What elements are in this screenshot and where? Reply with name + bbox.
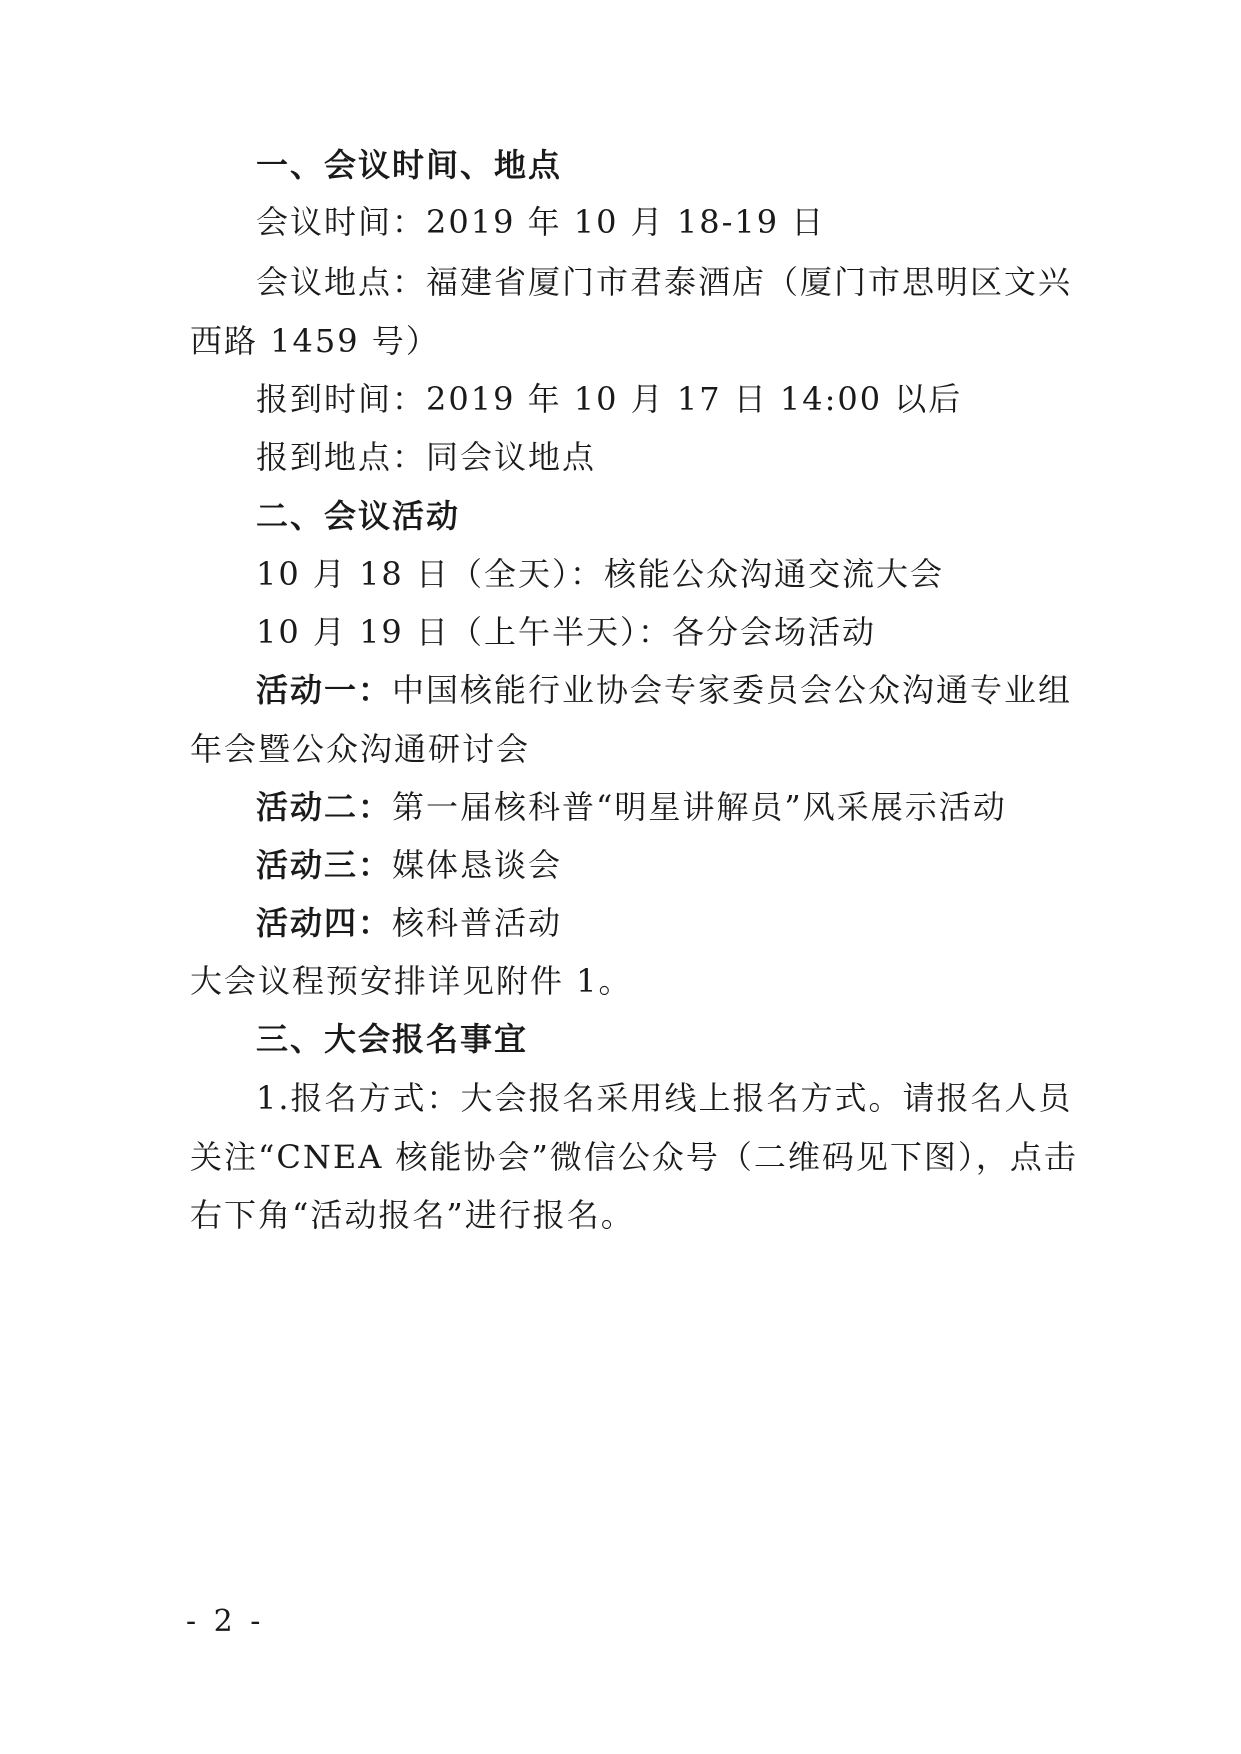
registration-text-line-2: 关注“CNEA 核能协会”微信公众号（二维码见下图），点击 xyxy=(190,1138,1078,1176)
activity-four-text: 核科普活动 xyxy=(392,904,563,942)
agenda-note-text: 大会议程预安排详见附件 1。 xyxy=(190,962,633,1000)
checkin-place-text: 报到地点：同会议地点 xyxy=(256,438,597,476)
page-number: - 2 - xyxy=(186,1604,265,1639)
activity-three-label: 活动三： xyxy=(256,846,393,884)
section-heading-time-place: 一、会议时间、地点 xyxy=(256,146,563,184)
meeting-place-text: 会议地点：福建省厦门市君泰酒店（厦门市思明区文兴 xyxy=(256,263,1073,301)
activity-three-line xyxy=(256,845,562,885)
checkin-time-text: 报到时间：2019 年 10 月 17 日 14:00 以后 xyxy=(256,380,963,418)
day1-schedule-text: 10 月 18 日（全天）：核能公众沟通交流大会 xyxy=(256,555,944,593)
section-heading-registration: 三、大会报名事宜 xyxy=(256,1020,529,1058)
activity-four-label: 活动四： xyxy=(256,904,393,942)
section-heading-activities: 二、会议活动 xyxy=(256,497,461,535)
day2-schedule-text: 10 月 19 日（上午半天）：各分会场活动 xyxy=(256,613,876,651)
meeting-time-text: 会议时间：2019 年 10 月 18-19 日 xyxy=(256,203,826,241)
activity-one-continuation: 年会暨公众沟通研讨会 xyxy=(190,730,531,768)
activity-two-label: 活动二： xyxy=(256,788,393,826)
activity-two-line xyxy=(256,787,1007,827)
activity-two-text: 第一届核科普“明星讲解员”风采展示活动 xyxy=(392,788,1007,826)
meeting-place-continuation: 西路 1459 号） xyxy=(190,322,440,360)
activity-one-label: 活动一： xyxy=(256,671,393,709)
activity-one-text: 中国核能行业协会专家委员会公众沟通专业组 xyxy=(392,671,1073,709)
activity-one-line xyxy=(256,670,1072,710)
registration-text-line-1: 1.报名方式：大会报名采用线上报名方式。请报名人员 xyxy=(256,1079,1073,1117)
activity-four-line xyxy=(256,903,562,943)
activity-three-text: 媒体恳谈会 xyxy=(392,846,563,884)
registration-text-line-3: 右下角“活动报名”进行报名。 xyxy=(190,1196,635,1234)
